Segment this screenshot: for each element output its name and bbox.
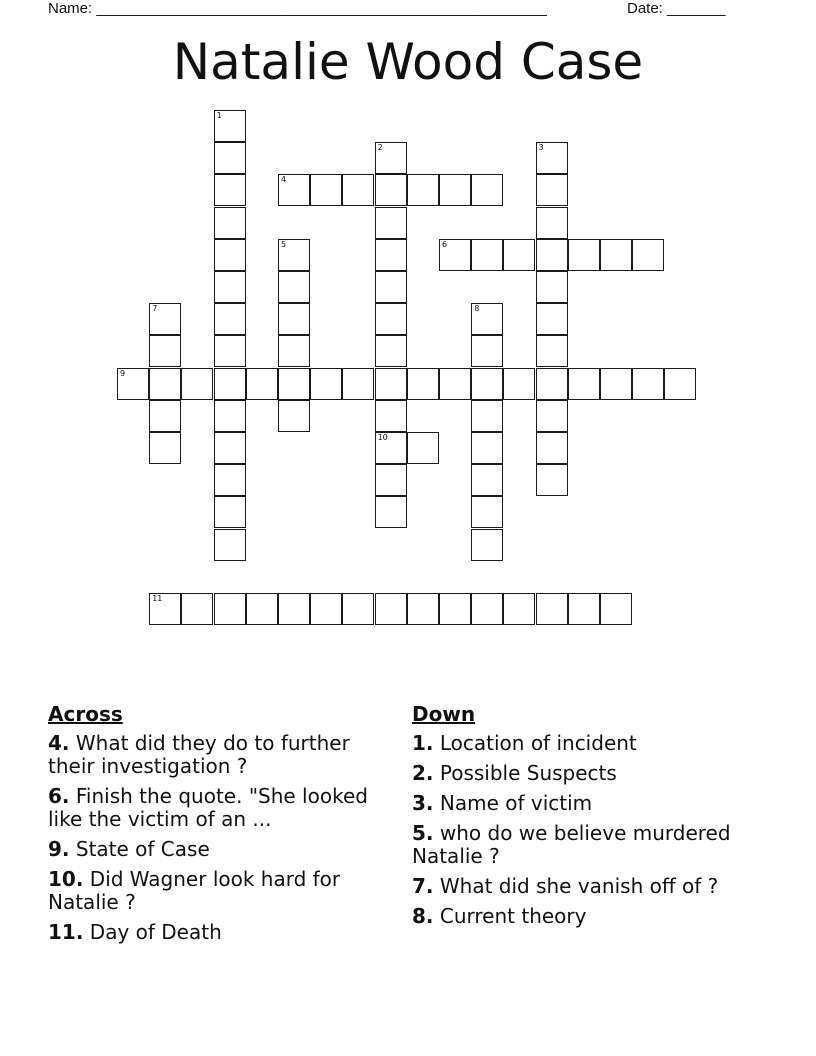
grid-cell[interactable] [600,593,632,625]
grid-cell[interactable] [149,335,181,367]
grid-cell[interactable] [149,368,181,400]
clue-text: What did she vanish off of ? [439,874,719,898]
grid-cell[interactable] [214,368,246,400]
clue-number-label: 11 [152,594,163,603]
clue-number: 4. [48,731,70,755]
clue-text: who do we believe murdered Natalie ? [412,821,731,868]
grid-cell[interactable] [214,271,246,303]
clue-across-9 [48,838,388,861]
grid-cell[interactable] [536,400,568,432]
grid-cell[interactable] [407,174,439,206]
grid-cell[interactable] [278,335,310,367]
grid-cell[interactable] [278,400,310,432]
grid-cell[interactable] [278,271,310,303]
grid-cell[interactable] [375,432,407,464]
grid-cell[interactable] [375,335,407,367]
across-clues [48,702,388,951]
grid-cell[interactable] [375,496,407,528]
clue-number-label: 8 [474,304,480,314]
grid-cell[interactable] [214,207,246,239]
clue-number-label: 1 [216,111,222,120]
clue-down-1 [412,732,762,755]
grid-cell[interactable] [407,432,439,464]
grid-cell[interactable] [375,464,407,496]
grid-cell[interactable] [246,593,278,625]
clue-text: Finish the quote. "She looked like the victim of an ... [48,784,368,831]
grid-cell[interactable] [214,400,246,432]
puzzle-title: Natalie Wood Case [172,33,644,91]
grid-cell[interactable] [600,239,632,271]
grid-cell[interactable] [536,464,568,496]
grid-cell[interactable] [214,529,246,561]
grid-cell[interactable] [117,368,149,400]
grid-cell[interactable] [407,368,439,400]
down-heading: Down [412,702,476,726]
grid-cell[interactable] [342,368,374,400]
grid-cell[interactable] [536,239,568,271]
grid-cell[interactable] [149,593,181,625]
grid-cell[interactable] [214,432,246,464]
grid-cell[interactable] [149,400,181,432]
clue-text: What did they do to further their investigation ? [48,731,350,778]
grid-cell[interactable] [471,239,503,271]
grid-cell[interactable] [278,174,310,206]
grid-cell[interactable] [214,464,246,496]
grid-cell[interactable] [471,174,503,206]
clue-number: 1. [412,731,434,755]
clue-across-6 [48,785,388,831]
clue-number-label: 6 [442,239,448,249]
grid-cell[interactable] [568,239,600,271]
grid-cell[interactable] [439,239,471,271]
clue-text: State of Case [75,837,210,861]
clue-down-2 [412,762,762,785]
grid-cell[interactable] [342,174,374,206]
grid-cell[interactable] [536,142,568,174]
clue-number: 3. [412,791,434,815]
clue-number-label: 3 [538,143,544,153]
grid-cell[interactable] [310,593,342,625]
grid-cell[interactable] [246,368,278,400]
clue-text: Location of incident [439,731,637,755]
grid-cell[interactable] [214,142,246,174]
grid-cell[interactable] [471,432,503,464]
grid-cell[interactable] [568,368,600,400]
grid-cell[interactable] [375,593,407,625]
grid-cell[interactable] [214,593,246,625]
grid-cell[interactable] [214,239,246,271]
clue-number: 5. [412,821,434,845]
date-field[interactable]: Date: _______ [627,0,726,17]
clue-number-label: 5 [281,239,287,249]
clue-number-label: 9 [120,368,126,378]
grid-cell[interactable] [471,496,503,528]
grid-cell[interactable] [375,174,407,206]
clue-number-label: 4 [281,175,287,185]
clue-number-label: 2 [377,143,383,153]
clue-number-label: 10 [377,433,388,442]
grid-cell[interactable] [664,368,696,400]
clue-text: Current theory [439,904,587,928]
grid-cell[interactable] [375,142,407,174]
clue-text: Did Wagner look hard for Natalie ? [48,867,341,914]
grid-cell[interactable] [214,335,246,367]
down-clues [412,702,762,935]
grid-cell[interactable] [375,400,407,432]
grid-cell[interactable] [471,303,503,335]
clue-text: Day of Death [89,920,222,944]
grid-cell[interactable] [375,271,407,303]
clue-number-label: 7 [152,304,158,314]
grid-cell[interactable] [536,174,568,206]
clue-number: 10. [48,867,84,891]
grid-cell[interactable] [375,303,407,335]
grid-cell[interactable] [278,239,310,271]
grid-cell[interactable] [149,432,181,464]
grid-cell[interactable] [536,207,568,239]
grid-cell[interactable] [278,303,310,335]
grid-cell[interactable] [503,368,535,400]
grid-cell[interactable] [536,335,568,367]
grid-cell[interactable] [278,593,310,625]
clue-down-7 [412,875,762,898]
clue-number: 11. [48,920,84,944]
clue-across-10 [48,868,388,914]
grid-cell[interactable] [278,368,310,400]
clue-across-4 [48,732,388,778]
clue-down-5 [412,822,762,868]
grid-cell[interactable] [181,368,213,400]
clue-number: 6. [48,784,70,808]
grid-cell[interactable] [439,174,471,206]
grid-cell[interactable] [375,368,407,400]
grid-cell[interactable] [310,368,342,400]
grid-cell[interactable] [214,174,246,206]
grid-cell[interactable] [632,239,664,271]
grid-cell[interactable] [471,400,503,432]
grid-cell[interactable] [375,239,407,271]
grid-cell[interactable] [471,593,503,625]
grid-cell[interactable] [214,303,246,335]
grid-cell[interactable] [471,464,503,496]
clue-text: Possible Suspects [439,761,617,785]
grid-cell[interactable] [600,368,632,400]
grid-cell[interactable] [503,593,535,625]
grid-cell[interactable] [342,593,374,625]
clue-number: 2. [412,761,434,785]
grid-cell[interactable] [439,368,471,400]
grid-cell[interactable] [375,207,407,239]
grid-cell[interactable] [536,303,568,335]
grid-cell[interactable] [149,303,181,335]
clue-number: 8. [412,904,434,928]
grid-cell[interactable] [503,239,535,271]
grid-cell[interactable] [471,368,503,400]
grid-cell[interactable] [214,110,246,142]
grid-cell[interactable] [568,593,600,625]
name-field[interactable]: Name: ______________________________________________________ [48,0,547,17]
grid-cell[interactable] [536,432,568,464]
grid-cell[interactable] [536,271,568,303]
grid-cell[interactable] [471,335,503,367]
grid-cell[interactable] [407,593,439,625]
clue-number: 7. [412,874,434,898]
clue-down-3 [412,792,762,815]
grid-cell[interactable] [536,593,568,625]
grid-cell[interactable] [214,496,246,528]
grid-cell[interactable] [632,368,664,400]
grid-cell[interactable] [439,593,471,625]
clue-down-8 [412,905,762,928]
clue-text: Name of victim [439,791,593,815]
grid-cell[interactable] [536,368,568,400]
across-heading: Across [48,702,123,726]
clue-across-11 [48,921,388,944]
grid-cell[interactable] [310,174,342,206]
clue-number: 9. [48,837,70,861]
grid-cell[interactable] [181,593,213,625]
grid-cell[interactable] [471,529,503,561]
